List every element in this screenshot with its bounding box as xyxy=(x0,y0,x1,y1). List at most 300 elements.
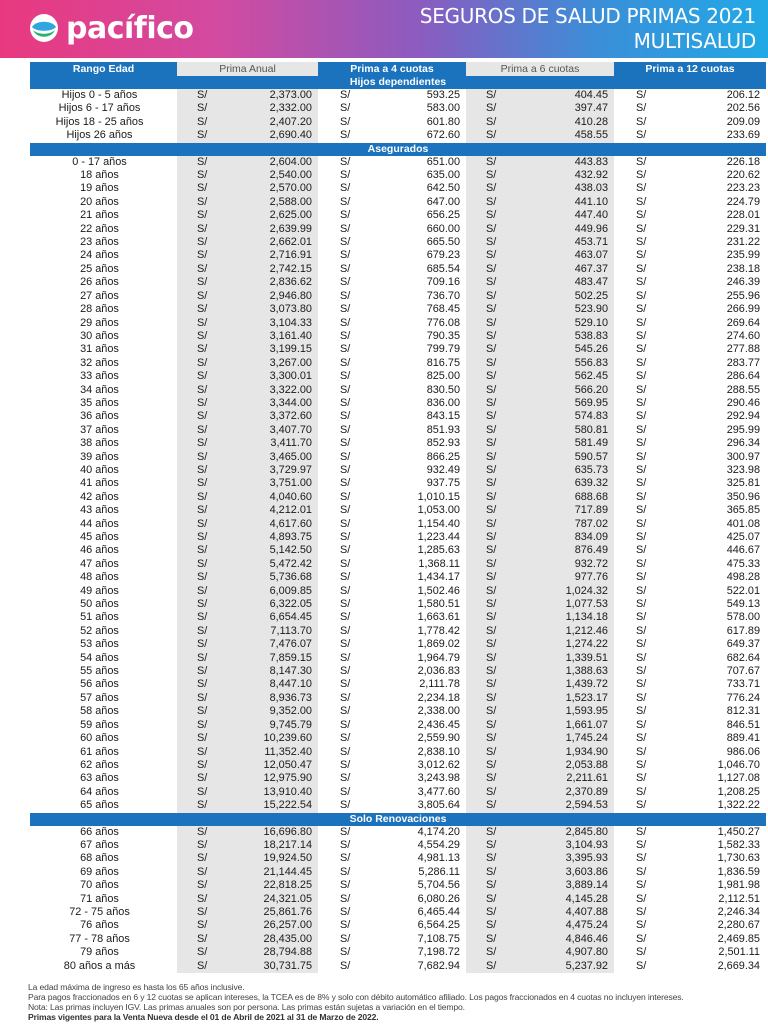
premium-value: 449.96 xyxy=(574,222,608,235)
currency-symbol: S/ xyxy=(636,410,647,423)
currency-symbol: S/ xyxy=(486,504,497,517)
premium-value: 569.95 xyxy=(574,396,608,409)
premium-6-installments-cell xyxy=(466,919,614,932)
currency-symbol: S/ xyxy=(636,705,647,718)
currency-symbol: S/ xyxy=(340,262,351,275)
premium-value: 1,502.46 xyxy=(417,584,460,597)
table-row xyxy=(30,786,766,799)
currency-symbol: S/ xyxy=(636,490,647,503)
section-title: Asegurados xyxy=(30,143,766,156)
premium-value: 6,564.25 xyxy=(417,919,460,932)
premium-6-installments-cell xyxy=(466,786,614,799)
currency-symbol: S/ xyxy=(340,343,351,356)
currency-symbol: S/ xyxy=(636,745,647,758)
currency-symbol: S/ xyxy=(340,115,351,128)
premium-table-container xyxy=(30,62,766,973)
premium-value: 3,199.15 xyxy=(269,343,312,356)
premium-4-installments-cell xyxy=(318,826,466,839)
premium-12-installments-cell xyxy=(614,759,766,772)
premium-value: 397.47 xyxy=(574,102,608,115)
currency-symbol: S/ xyxy=(197,169,208,182)
premium-value: 977.76 xyxy=(574,571,608,584)
premium-value: 290.46 xyxy=(726,396,760,409)
premium-4-installments-cell xyxy=(318,705,466,718)
annual-premium-cell xyxy=(177,518,318,531)
premium-value: 229.31 xyxy=(726,222,760,235)
premium-4-installments-cell xyxy=(318,946,466,959)
premium-4-installments-cell xyxy=(318,116,466,129)
premium-value: 1,981.98 xyxy=(717,879,760,892)
currency-symbol: S/ xyxy=(486,892,497,905)
premium-value: 866.25 xyxy=(426,450,460,463)
age-range-cell: 29 años xyxy=(80,316,119,329)
premium-value: 1,368.11 xyxy=(418,557,460,570)
currency-symbol: S/ xyxy=(636,343,647,356)
currency-symbol: S/ xyxy=(197,477,208,490)
premium-value: 18,217.14 xyxy=(263,838,312,851)
premium-value: 876.49 xyxy=(574,544,608,557)
premium-value: 401.08 xyxy=(726,517,760,530)
premium-value: 651.00 xyxy=(426,155,460,168)
currency-symbol: S/ xyxy=(636,571,647,584)
currency-symbol: S/ xyxy=(486,919,497,932)
premium-4-installments-cell xyxy=(318,786,466,799)
premium-6-installments-cell xyxy=(466,678,614,691)
premium-value: 601.80 xyxy=(426,115,460,128)
premium-value: 22,818.25 xyxy=(263,879,312,892)
premium-12-installments-cell xyxy=(614,933,766,946)
premium-4-installments-cell xyxy=(318,384,466,397)
premium-12-installments-cell xyxy=(614,786,766,799)
column-header-12-installments: Prima a 12 cuotas xyxy=(614,62,766,76)
currency-symbol: S/ xyxy=(197,129,208,142)
table-row xyxy=(30,477,766,490)
premium-value: 5,237.92 xyxy=(565,959,608,972)
currency-symbol: S/ xyxy=(197,772,208,785)
currency-symbol: S/ xyxy=(636,155,647,168)
premium-12-installments-cell xyxy=(614,129,766,142)
currency-symbol: S/ xyxy=(636,316,647,329)
premium-value: 3,407.70 xyxy=(269,423,312,436)
premium-value: 733.71 xyxy=(726,678,760,691)
premium-value: 4,407.88 xyxy=(565,905,608,918)
currency-symbol: S/ xyxy=(197,182,208,195)
annual-premium-cell xyxy=(177,946,318,959)
premium-value: 830.50 xyxy=(426,383,460,396)
annual-premium-cell xyxy=(177,759,318,772)
premium-6-installments-cell xyxy=(466,397,614,410)
currency-symbol: S/ xyxy=(340,678,351,691)
annual-premium-cell xyxy=(177,370,318,383)
premium-6-installments-cell xyxy=(466,343,614,356)
annual-premium-cell xyxy=(177,384,318,397)
premium-6-installments-cell xyxy=(466,357,614,370)
premium-value: 425.07 xyxy=(726,531,760,543)
premium-value: 2,588.00 xyxy=(269,195,312,208)
premium-value: 441.10 xyxy=(574,195,608,208)
premium-value: 4,174.20 xyxy=(417,825,460,838)
age-range-cell: 18 años xyxy=(80,169,119,182)
currency-symbol: S/ xyxy=(486,745,497,758)
annual-premium-cell xyxy=(177,960,318,973)
table-row xyxy=(30,652,766,665)
currency-symbol: S/ xyxy=(486,705,497,718)
currency-symbol: S/ xyxy=(486,799,497,812)
premium-12-installments-cell xyxy=(614,732,766,745)
premium-12-installments-cell xyxy=(614,652,766,665)
currency-symbol: S/ xyxy=(197,303,208,316)
currency-symbol: S/ xyxy=(486,838,497,851)
annual-premium-cell xyxy=(177,276,318,289)
premium-4-installments-cell xyxy=(318,290,466,303)
premium-value: 288.55 xyxy=(726,383,760,396)
currency-symbol: S/ xyxy=(636,932,647,945)
premium-value: 523.90 xyxy=(574,303,608,316)
table-row xyxy=(30,933,766,946)
premium-6-installments-cell xyxy=(466,276,614,289)
table-row xyxy=(30,182,766,195)
currency-symbol: S/ xyxy=(340,383,351,396)
currency-symbol: S/ xyxy=(486,905,497,918)
premium-6-installments-cell xyxy=(466,464,614,477)
annual-premium-cell xyxy=(177,196,318,209)
premium-6-installments-cell xyxy=(466,852,614,865)
currency-symbol: S/ xyxy=(636,758,647,771)
currency-symbol: S/ xyxy=(340,624,351,637)
currency-symbol: S/ xyxy=(340,879,351,892)
premium-value: 685.54 xyxy=(426,262,460,275)
premium-value: 736.70 xyxy=(426,289,460,302)
table-row xyxy=(30,866,766,879)
currency-symbol: S/ xyxy=(636,276,647,289)
premium-12-installments-cell xyxy=(614,357,766,370)
premium-value: 1,154.40 xyxy=(417,517,460,530)
annual-premium-cell xyxy=(177,129,318,142)
premium-value: 656.25 xyxy=(426,209,460,222)
premium-value: 2,845.80 xyxy=(565,825,608,838)
currency-symbol: S/ xyxy=(636,825,647,838)
currency-symbol: S/ xyxy=(486,852,497,865)
page-header xyxy=(0,0,768,58)
premium-12-installments-cell xyxy=(614,799,766,812)
annual-premium-cell xyxy=(177,397,318,410)
premium-value: 3,073.80 xyxy=(269,303,312,316)
premium-value: 8,147.30 xyxy=(269,665,312,678)
premium-6-installments-cell xyxy=(466,652,614,665)
currency-symbol: S/ xyxy=(197,665,208,678)
currency-symbol: S/ xyxy=(486,598,497,611)
currency-symbol: S/ xyxy=(636,129,647,142)
annual-premium-cell xyxy=(177,772,318,785)
premium-4-installments-cell xyxy=(318,598,466,611)
premium-value: 26,257.00 xyxy=(263,919,312,932)
premium-value: 223.23 xyxy=(726,182,760,195)
premium-6-installments-cell xyxy=(466,906,614,919)
age-range-cell: Hijos 6 - 17 años xyxy=(58,102,141,115)
premium-value: 1,869.02 xyxy=(417,638,460,651)
premium-value: 5,472.42 xyxy=(269,557,312,570)
premium-12-installments-cell xyxy=(614,384,766,397)
annual-premium-cell xyxy=(177,249,318,262)
table-header-row xyxy=(30,62,766,76)
currency-symbol: S/ xyxy=(486,611,497,624)
currency-symbol: S/ xyxy=(636,517,647,530)
premium-12-installments-cell xyxy=(614,317,766,330)
premium-value: 2,436.45 xyxy=(417,718,460,731)
annual-premium-cell xyxy=(177,719,318,732)
age-range-cell: 61 años xyxy=(80,745,119,758)
premium-6-installments-cell xyxy=(466,531,614,544)
currency-symbol: S/ xyxy=(340,946,351,959)
premium-4-installments-cell xyxy=(318,638,466,651)
premium-4-installments-cell xyxy=(318,504,466,517)
currency-symbol: S/ xyxy=(340,865,351,878)
currency-symbol: S/ xyxy=(340,758,351,771)
age-range-cell: 19 años xyxy=(80,182,119,195)
currency-symbol: S/ xyxy=(197,892,208,905)
annual-premium-cell xyxy=(177,919,318,932)
premium-value: 3,411.70 xyxy=(270,437,312,450)
premium-value: 286.64 xyxy=(726,370,760,383)
currency-symbol: S/ xyxy=(197,370,208,383)
premium-12-installments-cell xyxy=(614,477,766,490)
age-range-cell: 51 años xyxy=(80,611,119,624)
premium-value: 566.20 xyxy=(574,383,608,396)
premium-value: 300.97 xyxy=(726,450,760,463)
age-range-cell: 64 años xyxy=(80,785,119,798)
premium-value: 2,332.00 xyxy=(269,102,312,115)
currency-symbol: S/ xyxy=(340,155,351,168)
currency-symbol: S/ xyxy=(197,343,208,356)
premium-4-installments-cell xyxy=(318,223,466,236)
currency-symbol: S/ xyxy=(486,89,497,101)
currency-symbol: S/ xyxy=(197,517,208,530)
premium-4-installments-cell xyxy=(318,196,466,209)
title-line-1: SEGUROS DE SALUD PRIMAS 2021 xyxy=(419,4,756,28)
premium-12-installments-cell xyxy=(614,330,766,343)
age-range-cell: 39 años xyxy=(80,450,119,463)
premium-value: 467.37 xyxy=(574,262,608,275)
premium-12-installments-cell xyxy=(614,89,766,102)
currency-symbol: S/ xyxy=(636,209,647,222)
premium-12-installments-cell xyxy=(614,518,766,531)
premium-4-installments-cell xyxy=(318,491,466,504)
premium-value: 2,373.00 xyxy=(269,89,312,101)
currency-symbol: S/ xyxy=(636,678,647,691)
premium-value: 6,080.26 xyxy=(417,892,460,905)
currency-symbol: S/ xyxy=(486,356,497,369)
annual-premium-cell xyxy=(177,504,318,517)
annual-premium-cell xyxy=(177,799,318,812)
table-row xyxy=(30,906,766,919)
currency-symbol: S/ xyxy=(340,799,351,812)
currency-symbol: S/ xyxy=(197,598,208,611)
premium-value: 458.55 xyxy=(574,129,608,142)
premium-value: 1,285.63 xyxy=(417,544,460,557)
currency-symbol: S/ xyxy=(340,852,351,865)
currency-symbol: S/ xyxy=(197,195,208,208)
premium-4-installments-cell xyxy=(318,866,466,879)
premium-6-installments-cell xyxy=(466,156,614,169)
age-range-cell: 67 años xyxy=(80,838,119,851)
premium-12-installments-cell xyxy=(614,665,766,678)
annual-premium-cell xyxy=(177,116,318,129)
premium-value: 1,439.72 xyxy=(565,678,608,691)
premium-4-installments-cell xyxy=(318,759,466,772)
currency-symbol: S/ xyxy=(486,477,497,490)
annual-premium-cell xyxy=(177,437,318,450)
premium-4-installments-cell xyxy=(318,209,466,222)
premium-value: 1,663.61 xyxy=(417,611,460,624)
premium-value: 5,286.11 xyxy=(418,865,460,878)
premium-value: 4,040.60 xyxy=(269,490,312,503)
premium-6-installments-cell xyxy=(466,303,614,316)
section-title: Hijos dependientes xyxy=(30,76,766,89)
premium-6-installments-cell xyxy=(466,799,614,812)
table-row xyxy=(30,571,766,584)
currency-symbol: S/ xyxy=(197,396,208,409)
currency-symbol: S/ xyxy=(486,115,497,128)
age-range-cell: 24 años xyxy=(80,249,119,262)
premium-6-installments-cell xyxy=(466,638,614,651)
currency-symbol: S/ xyxy=(197,919,208,932)
currency-symbol: S/ xyxy=(340,222,351,235)
currency-symbol: S/ xyxy=(340,182,351,195)
premium-value: 2,053.88 xyxy=(565,758,608,771)
premium-value: 3,104.93 xyxy=(565,838,608,851)
premium-value: 937.75 xyxy=(426,477,460,490)
age-range-cell: 38 años xyxy=(80,437,119,450)
annual-premium-cell xyxy=(177,491,318,504)
premium-value: 3,395.93 xyxy=(565,852,608,865)
premium-value: 709.16 xyxy=(426,276,460,289)
currency-symbol: S/ xyxy=(636,651,647,664)
currency-symbol: S/ xyxy=(636,463,647,476)
currency-symbol: S/ xyxy=(486,370,497,383)
premium-6-installments-cell xyxy=(466,424,614,437)
currency-symbol: S/ xyxy=(340,209,351,222)
table-row xyxy=(30,249,766,262)
table-row xyxy=(30,678,766,691)
premium-value: 206.12 xyxy=(726,89,760,101)
premium-6-installments-cell xyxy=(466,518,614,531)
premium-value: 574.83 xyxy=(574,410,608,423)
currency-symbol: S/ xyxy=(636,892,647,905)
currency-symbol: S/ xyxy=(197,758,208,771)
premium-value: 825.00 xyxy=(426,370,460,383)
age-range-cell: 31 años xyxy=(80,343,119,356)
premium-value: 545.26 xyxy=(574,343,608,356)
premium-value: 834.09 xyxy=(574,531,608,543)
premium-value: 1,024.32 xyxy=(565,584,608,597)
premium-12-installments-cell xyxy=(614,451,766,464)
currency-symbol: S/ xyxy=(197,155,208,168)
currency-symbol: S/ xyxy=(197,799,208,812)
table-row xyxy=(30,799,766,812)
currency-symbol: S/ xyxy=(197,222,208,235)
premium-value: 2,690.40 xyxy=(269,129,312,142)
premium-4-installments-cell xyxy=(318,397,466,410)
premium-value: 2,662.01 xyxy=(269,236,312,249)
premium-4-installments-cell xyxy=(318,652,466,665)
premium-4-installments-cell xyxy=(318,678,466,691)
annual-premium-cell xyxy=(177,678,318,691)
premium-12-installments-cell xyxy=(614,960,766,973)
age-range-cell: 76 años xyxy=(80,919,119,932)
table-row xyxy=(30,209,766,222)
premium-12-installments-cell xyxy=(614,182,766,195)
premium-4-installments-cell xyxy=(318,317,466,330)
premium-value: 1,322.22 xyxy=(717,799,760,812)
section-header-row xyxy=(30,143,766,156)
premium-value: 447.40 xyxy=(574,209,608,222)
premium-value: 4,475.24 xyxy=(565,919,608,932)
currency-symbol: S/ xyxy=(486,557,497,570)
premium-12-installments-cell xyxy=(614,879,766,892)
age-range-cell: 56 años xyxy=(80,678,119,691)
premium-value: 556.83 xyxy=(574,356,608,369)
currency-symbol: S/ xyxy=(340,276,351,289)
table-row xyxy=(30,638,766,651)
premium-6-installments-cell xyxy=(466,209,614,222)
annual-premium-cell xyxy=(177,558,318,571)
premium-value: 3,300.01 xyxy=(269,370,312,383)
currency-symbol: S/ xyxy=(197,249,208,262)
premium-12-installments-cell xyxy=(614,571,766,584)
premium-6-installments-cell xyxy=(466,759,614,772)
currency-symbol: S/ xyxy=(340,892,351,905)
premium-4-installments-cell xyxy=(318,357,466,370)
premium-value: 851.93 xyxy=(426,423,460,436)
premium-value: 410.28 xyxy=(574,115,608,128)
currency-symbol: S/ xyxy=(340,303,351,316)
premium-value: 438.03 xyxy=(574,182,608,195)
premium-value: 498.28 xyxy=(726,571,760,584)
premium-value: 1,212.46 xyxy=(565,624,608,637)
age-range-cell: 69 años xyxy=(80,865,119,878)
currency-symbol: S/ xyxy=(486,571,497,584)
table-row xyxy=(30,317,766,330)
premium-6-installments-cell xyxy=(466,598,614,611)
premium-12-installments-cell xyxy=(614,893,766,906)
currency-symbol: S/ xyxy=(636,665,647,678)
age-range-cell: 58 años xyxy=(80,705,119,718)
premium-value: 9,352.00 xyxy=(269,705,312,718)
premium-6-installments-cell xyxy=(466,102,614,115)
annual-premium-cell xyxy=(177,585,318,598)
premium-value: 1,934.90 xyxy=(565,745,608,758)
age-range-cell: 40 años xyxy=(80,463,119,476)
currency-symbol: S/ xyxy=(636,557,647,570)
currency-symbol: S/ xyxy=(340,691,351,704)
column-header-6-installments: Prima a 6 cuotas xyxy=(466,62,614,76)
premium-12-installments-cell xyxy=(614,678,766,691)
currency-symbol: S/ xyxy=(486,262,497,275)
table-row xyxy=(30,839,766,852)
currency-symbol: S/ xyxy=(636,102,647,115)
premium-4-installments-cell xyxy=(318,89,466,102)
currency-symbol: S/ xyxy=(340,638,351,651)
premium-6-installments-cell xyxy=(466,249,614,262)
premium-value: 4,981.13 xyxy=(417,852,460,865)
premium-12-installments-cell xyxy=(614,209,766,222)
currency-symbol: S/ xyxy=(636,624,647,637)
premium-4-installments-cell xyxy=(318,960,466,973)
currency-symbol: S/ xyxy=(340,102,351,115)
premium-12-installments-cell xyxy=(614,196,766,209)
currency-symbol: S/ xyxy=(197,356,208,369)
currency-symbol: S/ xyxy=(197,638,208,651)
